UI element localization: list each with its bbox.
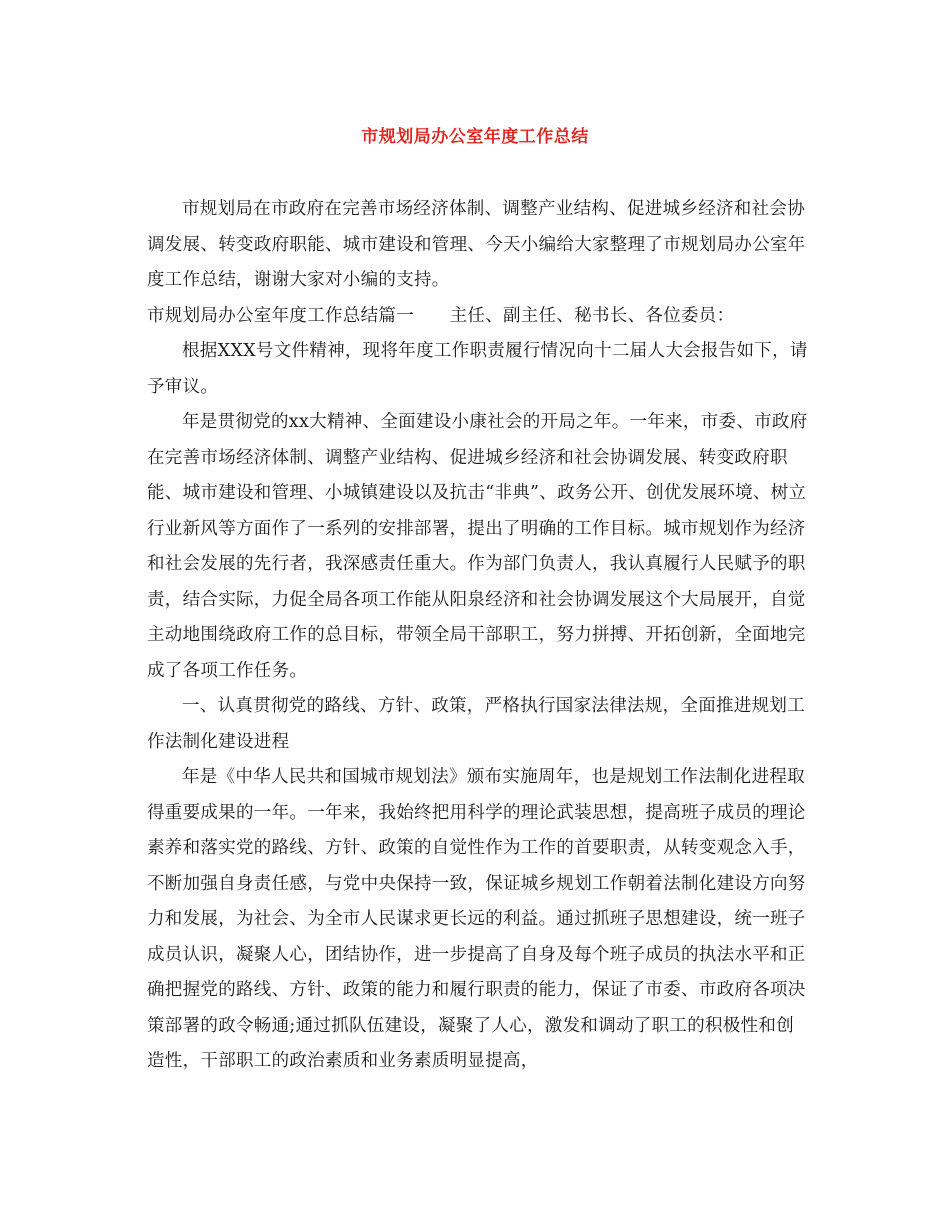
paragraph-point-one-body: 年是《中华人民共和国城市规划法》颁布实施周年，也是规划工作法制化进程取得重要成果的一年。一年来，我始终把用科学的理论武装思想，提高班子成员的理论素养和落实党的路线、方针、政策的自觉性作为工作的首要职责，从转变观念入手，不断加强自身责任感，与党中央保持一致，保证城乡规划工作朝着法制化建设方向努力和发展，为社会、为全市人民谋求更长远的利益。通过抓班子思想建设，统一班子成员认识，凝聚人心，团结协作，进一步提高了自身及每个班子成员的执法水平和正确把握党的路线、方针、政策的能力和履行职责的能力，保证了市委、市政府各项决策部署的政令畅通;通过抓队伍建设，凝聚了人心，激发和调动了职工的积极性和创造性，干部职工的政治素质和业务素质明显提高， [147, 767, 806, 1071]
document-body [147, 192, 811, 1080]
paragraph-point-one-heading: 一、认真贯彻党的路线、方针、政策，严格执行国家法律法规，全面推进规划工作法制化建设进程 [147, 696, 805, 752]
paragraph-section-heading: 市规划局办公室年度工作总结篇一 主任、副主任、秘书长、各位委员： [147, 305, 735, 326]
paragraph-year-overview: 年是贯彻党的xx大精神、全面建设小康社会的开局之年。一年来，市委、市政府在完善市场经济体制、调整产业结构、促进城乡经济和社会协调发展、转变政府职能、城市建设和管理、小城镇建设以及抗击“非典”、政务公开、创优发展环境、树立行业新风等方面作了一系列的安排部署，提出了明确的工作目标。城市规划作为经济和社会发展的先行者，我深感责任重大。作为部门负责人，我认真履行人民赋予的职责，结合实际，力促全局各项工作能从阳泉经济和社会协调发展这个大局展开，自觉主动地围绕政府工作的总目标，带领全局干部职工，努力拼搏、开拓创新，全面地完成了各项工作任务。 [147, 412, 808, 681]
paragraph-intro: 市规划局在市政府在完善市场经济体制、调整产业结构、促进城乡经济和社会协调发展、转变政府职能、城市建设和管理、今天小编给大家整理了市规划局办公室年度工作总结，谢谢大家对小编的支持。 [147, 199, 806, 290]
paragraph-report-basis: 根据XXX号文件精神，现将年度工作职责履行情况向十二届人大会报告如下，请予审议。 [147, 341, 808, 397]
document-title: 市规划局办公室年度工作总结 [361, 127, 589, 147]
